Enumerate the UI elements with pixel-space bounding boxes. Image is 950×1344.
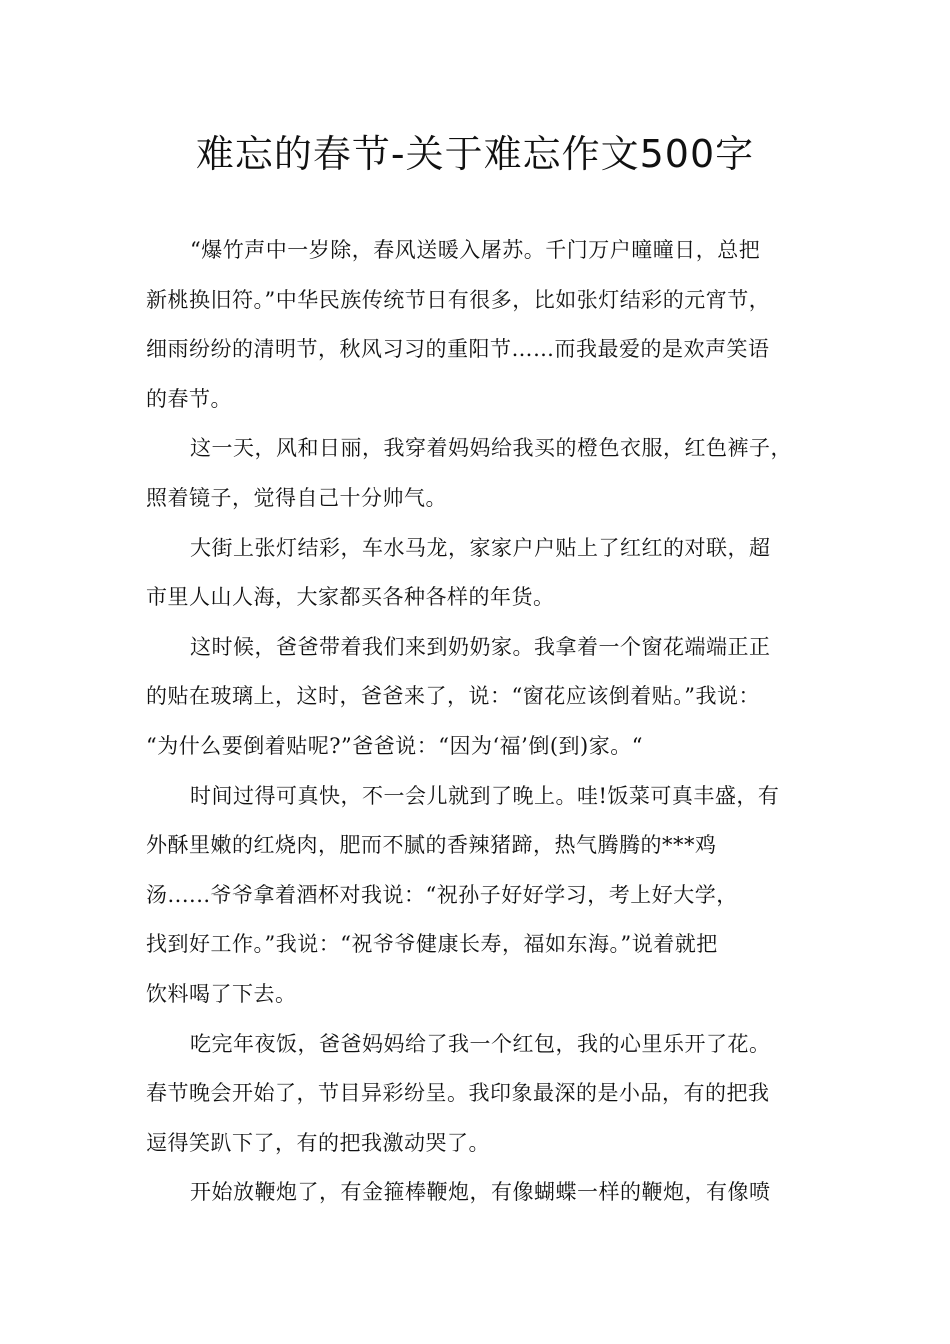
- text-line: 这一天，风和日丽，我穿着妈妈给我买的橙色衣服，红色裤子，: [190, 436, 792, 461]
- text-line: 逗得笑趴下了，有的把我激动哭了。: [146, 1130, 490, 1155]
- text-line: 汤......爷爷拿着酒杯对我说：“祝孙子好好学习，考上好大学，: [146, 882, 738, 907]
- text-line: 新桃换旧符。”中华民族传统节日有很多，比如张灯结彩的元宵节，: [146, 287, 771, 312]
- text-line: 外酥里嫩的红烧肉，肥而不腻的香辣猪蹄，热气腾腾的***鸡: [146, 833, 717, 858]
- text-line: 春节晚会开始了，节目异彩纷呈。我印象最深的是小品，有的把我: [146, 1081, 770, 1106]
- text-line: 找到好工作。”我说：“祝爷爷健康长寿，福如东海。”说着就把: [146, 932, 718, 957]
- document-body: [146, 226, 826, 1218]
- text-line: 吃完年夜饭，爸爸妈妈给了我一个红包，我的心里乐开了花。: [190, 1031, 771, 1056]
- text-line: 时间过得可真快，不一会儿就到了晚上。哇!饭菜可真丰盛，有: [190, 783, 780, 808]
- text-line: 的春节。: [146, 386, 232, 411]
- text-line: 开始放鞭炮了，有金箍棒鞭炮，有像蝴蝶一样的鞭炮，有像喷: [190, 1180, 771, 1205]
- text-line: 市里人山人海，大家都买各种各样的年货。: [146, 585, 555, 610]
- text-line: 照着镜子，觉得自己十分帅气。: [146, 485, 447, 510]
- text-line: 的贴在玻璃上，这时，爸爸来了，说：“窗花应该倒着贴。”我说：: [146, 684, 760, 709]
- text-line: 大街上张灯结彩，车水马龙，家家户户贴上了红红的对联，超: [190, 535, 771, 560]
- text-line: “爆竹声中一岁除，春风送暖入屠苏。千门万户曈曈日，总把: [190, 238, 761, 262]
- text-line: 细雨纷纷的清明节，秋风习习的重阳节……而我最爱的是欢声笑语: [146, 337, 770, 362]
- document-title: 难忘的春节-关于难忘作文500字: [195, 132, 755, 176]
- text-line: 饮料喝了下去。: [146, 981, 297, 1006]
- text-line: 这时候，爸爸带着我们来到奶奶家。我拿着一个窗花端端正正: [190, 634, 771, 659]
- text-line: “为什么要倒着贴呢?”爸爸说：“因为‘福’倒(到)家。“: [146, 733, 643, 758]
